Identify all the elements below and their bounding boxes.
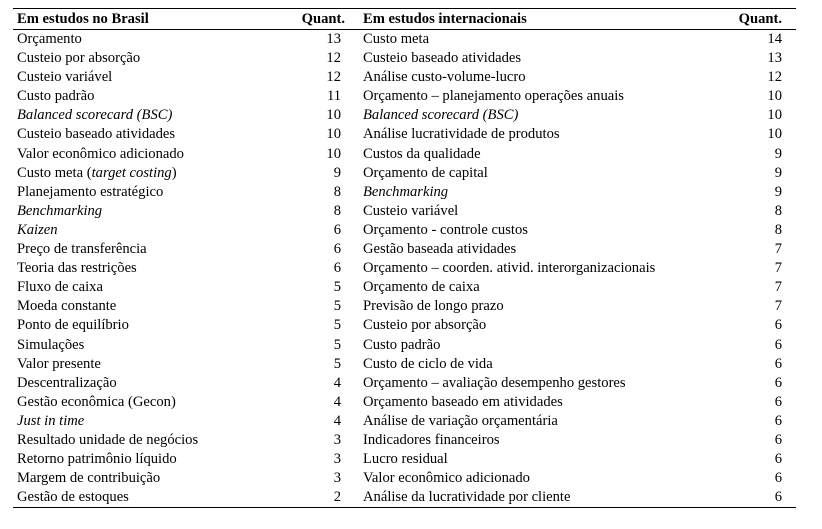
brasil-quantity-cell: 6	[333, 260, 341, 277]
header-brasil: Em estudos no Brasil	[13, 9, 277, 30]
brasil-technique-cell	[13, 164, 277, 183]
header-row	[13, 9, 796, 30]
table-row	[13, 30, 796, 50]
table-body	[13, 30, 796, 508]
text: Orçamento – planejamento operações anuais	[363, 88, 624, 105]
text: Custeio variável	[363, 202, 459, 219]
brasil-technique-cell	[13, 278, 277, 297]
text: Previsão de longo prazo	[363, 298, 504, 315]
text: Simulações	[17, 336, 85, 353]
international-quantity-cell: 9	[774, 183, 782, 200]
text: Teoria das restrições	[17, 260, 137, 277]
text: Orçamento de caixa	[363, 279, 480, 296]
international-quantity-cell: 6	[774, 393, 782, 410]
brasil-technique-cell	[13, 316, 277, 335]
table-row	[13, 374, 796, 393]
text: Orçamento – coorden. ativid. interorganizacionais	[363, 260, 656, 277]
brasil-quantity-cell: 6	[333, 221, 341, 238]
table-row	[13, 106, 796, 125]
text: Análise lucratividade de produtos	[363, 126, 560, 143]
text: Lucro residual	[363, 451, 448, 468]
international-technique-cell	[359, 374, 711, 393]
brasil-technique-cell	[13, 355, 277, 374]
brasil-quantity-cell: 11	[326, 88, 341, 105]
international-technique-cell	[359, 336, 711, 355]
text: Orçamento – avaliação desempenho gestores	[363, 374, 626, 391]
brasil-technique-cell	[13, 450, 277, 469]
text: Custo meta (	[17, 164, 92, 181]
text: Gestão baseada atividades	[363, 241, 517, 258]
text: Custeio variável	[17, 69, 113, 86]
international-technique-cell	[359, 469, 711, 488]
table-row	[13, 240, 796, 259]
italic-text: Kaizen	[17, 221, 58, 238]
brasil-technique-cell	[13, 488, 277, 508]
brasil-technique-cell	[13, 68, 277, 87]
international-technique-cell	[359, 431, 711, 450]
international-quantity-cell: 14	[767, 31, 782, 47]
text: Custo padrão	[17, 88, 95, 105]
text: Custeio baseado atividades	[17, 126, 176, 143]
text: Valor econômico adicionado	[363, 470, 530, 487]
table-row	[13, 297, 796, 316]
international-quantity-cell: 6	[774, 431, 782, 448]
international-quantity-cell: 9	[774, 164, 782, 181]
brasil-technique-cell	[13, 412, 277, 431]
international-quantity-cell: 10	[767, 107, 782, 124]
text: )	[171, 164, 177, 181]
table-row	[13, 393, 796, 412]
table-row	[13, 259, 796, 278]
table-row	[13, 221, 796, 240]
brasil-quantity-cell: 10	[326, 107, 341, 124]
table-row	[13, 87, 796, 106]
international-quantity-cell: 6	[774, 470, 782, 487]
text: Valor econômico adicionado	[17, 145, 184, 162]
international-technique-cell	[359, 106, 711, 125]
text: Retorno patrimônio líquido	[17, 451, 177, 468]
brasil-quantity-cell: 8	[333, 202, 341, 219]
international-technique-cell	[359, 125, 711, 144]
italic-text: Balanced scorecard (BSC)	[17, 107, 173, 124]
text: Valor presente	[17, 355, 101, 372]
techniques-table	[13, 8, 796, 508]
brasil-quantity-cell: 10	[326, 145, 341, 162]
table-row	[13, 431, 796, 450]
international-technique-cell	[359, 355, 711, 374]
international-quantity-cell: 6	[774, 355, 782, 372]
international-technique-cell	[359, 393, 711, 412]
text: Descentralização	[17, 374, 117, 391]
brasil-technique-cell	[13, 49, 277, 68]
header-international-quantity: Quant.	[711, 9, 796, 30]
brasil-quantity-cell: 5	[333, 279, 341, 296]
text: Fluxo de caixa	[17, 279, 103, 296]
international-quantity-cell: 7	[774, 260, 782, 277]
international-technique-cell	[359, 221, 711, 240]
table-container	[13, 8, 796, 508]
text: Análise de variação orçamentária	[363, 412, 558, 429]
brasil-quantity-cell: 5	[333, 317, 341, 334]
brasil-quantity-cell: 4	[333, 374, 341, 391]
brasil-technique-cell	[13, 87, 277, 106]
text: Custo meta	[363, 31, 430, 47]
brasil-quantity-cell: 2	[277, 488, 359, 508]
text: Custo padrão	[363, 336, 441, 353]
brasil-quantity-cell: 3	[333, 431, 341, 448]
brasil-quantity-cell: 4	[333, 412, 341, 429]
international-technique-cell	[359, 49, 711, 68]
table-row	[13, 125, 796, 144]
text: Custeio por absorção	[17, 50, 141, 67]
italic-text: Benchmarking	[17, 202, 103, 219]
table-row	[13, 183, 796, 202]
italic-text: Just in time	[17, 412, 85, 429]
brasil-quantity-cell: 5	[333, 355, 341, 372]
brasil-quantity-cell: 12	[326, 69, 341, 86]
brasil-technique-cell	[13, 106, 277, 125]
text: Custeio por absorção	[363, 317, 487, 334]
international-technique-cell	[359, 259, 711, 278]
brasil-quantity-cell: 12	[326, 50, 341, 67]
table-header	[13, 9, 796, 30]
text: Análise da lucratividade por cliente	[363, 489, 571, 506]
table-row	[13, 278, 796, 297]
text: Margem de contribuição	[17, 470, 161, 487]
text: Gestão econômica (Gecon)	[17, 393, 176, 410]
international-technique-cell	[359, 183, 711, 202]
brasil-technique-cell	[13, 125, 277, 144]
italic-text: Benchmarking	[363, 183, 449, 200]
international-quantity-cell: 7	[774, 279, 782, 296]
table-row	[13, 202, 796, 221]
text: Custos da qualidade	[363, 145, 481, 162]
table-row	[13, 49, 796, 68]
brasil-quantity-cell: 8	[333, 183, 341, 200]
international-technique-cell	[359, 164, 711, 183]
text: Custo de ciclo de vida	[363, 355, 493, 372]
brasil-quantity-cell: 13	[326, 31, 341, 47]
international-quantity-cell: 6	[774, 317, 782, 334]
international-technique-cell	[359, 278, 711, 297]
international-quantity-cell: 6	[774, 451, 782, 468]
table-row	[13, 450, 796, 469]
international-quantity-cell: 7	[774, 298, 782, 315]
brasil-quantity-cell: 9	[333, 164, 341, 181]
international-quantity-cell: 6	[774, 412, 782, 429]
brasil-technique-cell	[13, 297, 277, 316]
brasil-quantity-cell: 6	[333, 241, 341, 258]
brasil-quantity-cell: 3	[333, 470, 341, 487]
brasil-technique-cell	[13, 431, 277, 450]
brasil-quantity-cell: 5	[333, 298, 341, 315]
international-technique-cell	[359, 145, 711, 164]
text: Moeda constante	[17, 298, 117, 315]
international-technique-cell	[359, 297, 711, 316]
text: Orçamento - controle custos	[363, 221, 528, 238]
brasil-quantity-cell: 4	[333, 393, 341, 410]
header-brasil-quantity: Quant.	[277, 9, 359, 30]
international-quantity-cell: 13	[767, 50, 782, 67]
brasil-technique-cell	[13, 336, 277, 355]
international-quantity-cell: 7	[774, 241, 782, 258]
international-technique-cell	[359, 240, 711, 259]
text: Orçamento	[17, 31, 82, 47]
international-quantity-cell: 12	[767, 69, 782, 86]
table-row	[13, 145, 796, 164]
brasil-technique-cell	[13, 259, 277, 278]
international-quantity-cell: 6	[774, 374, 782, 391]
table-row	[13, 355, 796, 374]
international-quantity-cell: 10	[767, 126, 782, 143]
international-quantity-cell: 6	[711, 488, 796, 508]
brasil-technique-cell	[13, 30, 277, 50]
brasil-technique-cell	[13, 240, 277, 259]
header-international: Em estudos internacionais	[359, 9, 711, 30]
text: Preço de transferência	[17, 241, 147, 258]
international-technique-cell	[359, 30, 711, 50]
italic-text: target costing	[91, 164, 172, 181]
international-technique-cell	[359, 488, 711, 508]
table-row	[13, 164, 796, 183]
brasil-technique-cell	[13, 374, 277, 393]
table-row	[13, 488, 796, 508]
table-row	[13, 316, 796, 335]
brasil-quantity-cell: 10	[326, 126, 341, 143]
brasil-technique-cell	[13, 202, 277, 221]
table-row	[13, 336, 796, 355]
international-quantity-cell: 10	[767, 88, 782, 105]
text: Orçamento de capital	[363, 164, 488, 181]
table-row	[13, 412, 796, 431]
text: Gestão de estoques	[17, 489, 129, 506]
brasil-technique-cell	[13, 393, 277, 412]
brasil-technique-cell	[13, 183, 277, 202]
text: Planejamento estratégico	[17, 183, 164, 200]
table-row	[13, 68, 796, 87]
italic-text: Balanced scorecard (BSC)	[363, 107, 519, 124]
text: Resultado unidade de negócios	[17, 431, 199, 448]
international-quantity-cell: 6	[774, 336, 782, 353]
international-technique-cell	[359, 450, 711, 469]
text: Ponto de equilíbrio	[17, 317, 129, 334]
international-technique-cell	[359, 68, 711, 87]
brasil-technique-cell	[13, 469, 277, 488]
text: Orçamento baseado em atividades	[363, 393, 563, 410]
brasil-quantity-cell: 3	[333, 451, 341, 468]
international-technique-cell	[359, 412, 711, 431]
brasil-technique-cell	[13, 221, 277, 240]
brasil-quantity-cell: 5	[333, 336, 341, 353]
text: Análise custo-volume-lucro	[363, 69, 526, 86]
international-quantity-cell: 8	[774, 202, 782, 219]
table-row	[13, 469, 796, 488]
international-technique-cell	[359, 87, 711, 106]
international-technique-cell	[359, 202, 711, 221]
international-quantity-cell: 9	[774, 145, 782, 162]
international-quantity-cell: 8	[774, 221, 782, 238]
international-technique-cell	[359, 316, 711, 335]
text: Indicadores financeiros	[363, 431, 500, 448]
text: Custeio baseado atividades	[363, 50, 522, 67]
brasil-technique-cell	[13, 145, 277, 164]
